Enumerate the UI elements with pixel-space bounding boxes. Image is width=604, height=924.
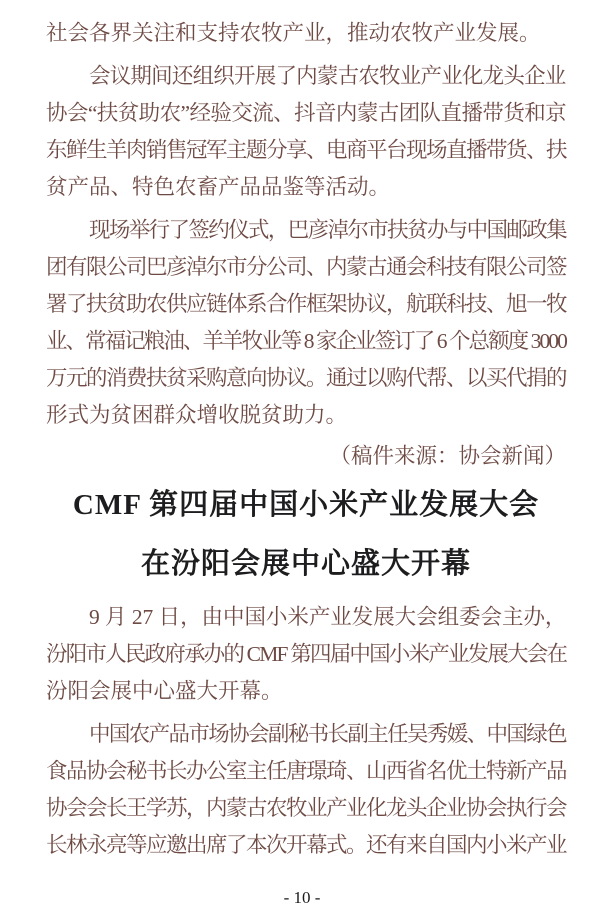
body-text-line: 汾阳会展中心盛大开幕。	[46, 679, 283, 703]
body-text-line: 署了扶贫助农供应链体系合作框架协议，航联科技、旭一牧	[46, 292, 567, 316]
article-title-line: 在汾阳会展中心盛大开幕	[140, 548, 471, 580]
body-text-line: 万元的消费扶贫采购意向协议。通过以购代帮、以买代捐的	[46, 366, 567, 390]
body-text-line: 中国农产品市场协会副秘书长副主任吴秀媛、中国绿色	[89, 722, 567, 746]
body-text-line: 协会“扶贫助农”经验交流、抖音内蒙古团队直播带货和京	[46, 101, 567, 125]
body-text-line: 现场举行了签约仪式，巴彦淖尔市扶贫办与中国邮政集	[89, 218, 567, 242]
body-text-line: 团有限公司巴彦淖尔市分公司、内蒙古通会科技有限公司签	[46, 255, 567, 279]
body-text-line: 业、常福记粮油、羊羊牧业等 8 家企业签订了 6 个总额度 3000	[46, 329, 566, 353]
body-text-line: 东鲜生羊肉销售冠军主题分享、电商平台现场直播带货、扶	[46, 138, 567, 162]
body-text-line: 食品协会秘书长办公室主任唐璟琦、山西省名优土特新产品	[46, 759, 567, 783]
body-text-line: 汾阳市人民政府承办的 CMF 第四届中国小米产业发展大会在	[46, 642, 567, 666]
body-text-line: 长林永亮等应邀出席了本次开幕式。还有来自国内小米产业	[46, 833, 567, 857]
body-text-line: 9 月 27 日，由中国小米产业发展大会组委会主办，	[89, 605, 567, 629]
body-text-line: 协会会长王学苏，内蒙古农牧业产业化龙头企业协会执行会	[46, 796, 567, 820]
source-credit: （稿件来源：协会新闻）	[329, 444, 566, 468]
body-text-line: 社会各界关注和支持农牧产业，推动农牧产业发展。	[46, 21, 541, 45]
body-text-line: 会议期间还组织开展了内蒙古农牧业产业化龙头企业	[89, 64, 566, 88]
body-text-line: 贫产品、特色农畜产品品鉴等活动。	[46, 175, 391, 199]
body-text-line: 形式为贫困群众增收脱贫助力。	[46, 403, 348, 427]
page-number: - 10 -	[283, 888, 321, 907]
article-title-line: CMF 第四届中国小米产业发展大会	[72, 489, 540, 521]
